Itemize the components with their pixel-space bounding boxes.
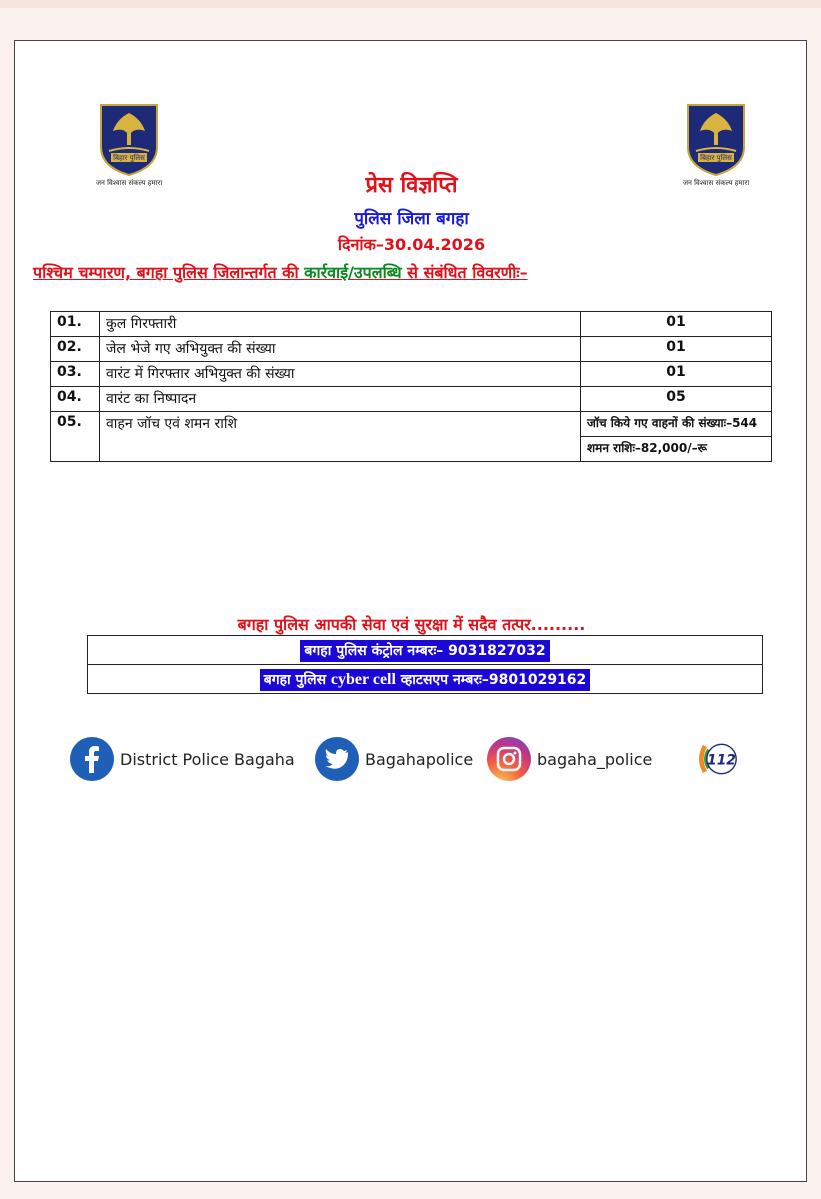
instagram-label: bagaha_police bbox=[537, 749, 653, 769]
cyber-cell-whatsapp-number bbox=[260, 669, 591, 691]
contact-cell bbox=[88, 665, 763, 694]
top-bar bbox=[0, 0, 821, 8]
row-label: वारंट का निष्पादन bbox=[100, 387, 581, 412]
district-name: पुलिस जिला बगहा bbox=[354, 209, 469, 229]
headline-part-1: पश्चिम चम्पारण, बगहा पुलिस जिलान्तर्गत की bbox=[33, 263, 305, 282]
table-row bbox=[88, 636, 763, 665]
row-label: जेल भेजे गए अभियुक्त की संख्या bbox=[100, 337, 581, 362]
twitter-label: Bagahapolice bbox=[365, 749, 474, 769]
vehicle-check-count: जॉच किये गए वाहनों की संख्याः–544 bbox=[581, 412, 772, 437]
emergency-number: 112 bbox=[707, 752, 736, 769]
row-number: 05. bbox=[51, 412, 100, 462]
row-number: 01. bbox=[51, 312, 100, 337]
police-slogan: बगहा पुलिस आपकी सेवा एवं सुरक्षा में सदैव तत्पर......... bbox=[237, 615, 586, 634]
table-row bbox=[51, 387, 772, 412]
social-media-bar bbox=[70, 733, 760, 785]
emblem-motto: जन विश्वास संकल्प हमारा bbox=[682, 179, 750, 187]
row-number: 03. bbox=[51, 362, 100, 387]
control-room-number: बगहा पुलिस कंट्रोल नम्बरः– 9031827032 bbox=[300, 640, 549, 662]
release-date: दिनांक–30.04.2026 bbox=[337, 235, 486, 254]
cyber-suffix: व्हाटसएप नम्बरः–9801029162 bbox=[395, 671, 587, 688]
instagram-icon bbox=[487, 737, 531, 781]
row-label: वारंट में गिरफ्तार अभियुक्त की संख्या bbox=[100, 362, 581, 387]
police-shield-icon bbox=[670, 101, 762, 177]
report-headline bbox=[33, 261, 793, 283]
press-release-title: प्रेस विज्ञप्ति bbox=[365, 173, 458, 198]
row-number: 02. bbox=[51, 337, 100, 362]
emergency-112-link[interactable] bbox=[694, 733, 738, 785]
cyber-cell-label: cyber cell bbox=[330, 670, 396, 688]
table-row bbox=[51, 312, 772, 337]
press-release-page bbox=[14, 40, 807, 1182]
emergency-112-icon bbox=[694, 737, 738, 781]
emblem-label: बिहार पुलिस bbox=[700, 154, 732, 162]
instagram-link[interactable] bbox=[487, 733, 652, 785]
row-label: कुल गिरफ्तारी bbox=[100, 312, 581, 337]
facebook-icon bbox=[70, 737, 114, 781]
headline-part-2: कार्रवाई/उपलब्धि bbox=[304, 263, 402, 282]
table-row bbox=[51, 337, 772, 362]
headline-part-3: से संबंधित विवरणीः– bbox=[401, 263, 528, 282]
twitter-link[interactable] bbox=[315, 733, 473, 785]
facebook-link[interactable] bbox=[70, 733, 295, 785]
row-number: 04. bbox=[51, 387, 100, 412]
emblem-label: बिहार पुलिस bbox=[113, 154, 145, 162]
police-shield-icon bbox=[83, 101, 175, 177]
row-value: 05 bbox=[581, 387, 772, 412]
row-label: वाहन जॉच एवं शमन राशि bbox=[100, 412, 581, 462]
table-row bbox=[51, 412, 772, 437]
row-value: 01 bbox=[581, 362, 772, 387]
row-value: 01 bbox=[581, 312, 772, 337]
achievement-table bbox=[50, 311, 772, 462]
emblem-motto: जन विश्वास संकल्प हमारा bbox=[95, 179, 163, 187]
facebook-label: District Police Bagaha bbox=[120, 749, 295, 769]
contact-table bbox=[87, 635, 763, 694]
cyber-prefix: बगहा पुलिस bbox=[263, 671, 331, 688]
contact-cell bbox=[88, 636, 763, 665]
twitter-icon bbox=[315, 737, 359, 781]
row-value: 01 bbox=[581, 337, 772, 362]
penalty-amount: शमन राशिः–82,000/–रू bbox=[581, 437, 772, 462]
table-row bbox=[51, 362, 772, 387]
table-row bbox=[88, 665, 763, 694]
